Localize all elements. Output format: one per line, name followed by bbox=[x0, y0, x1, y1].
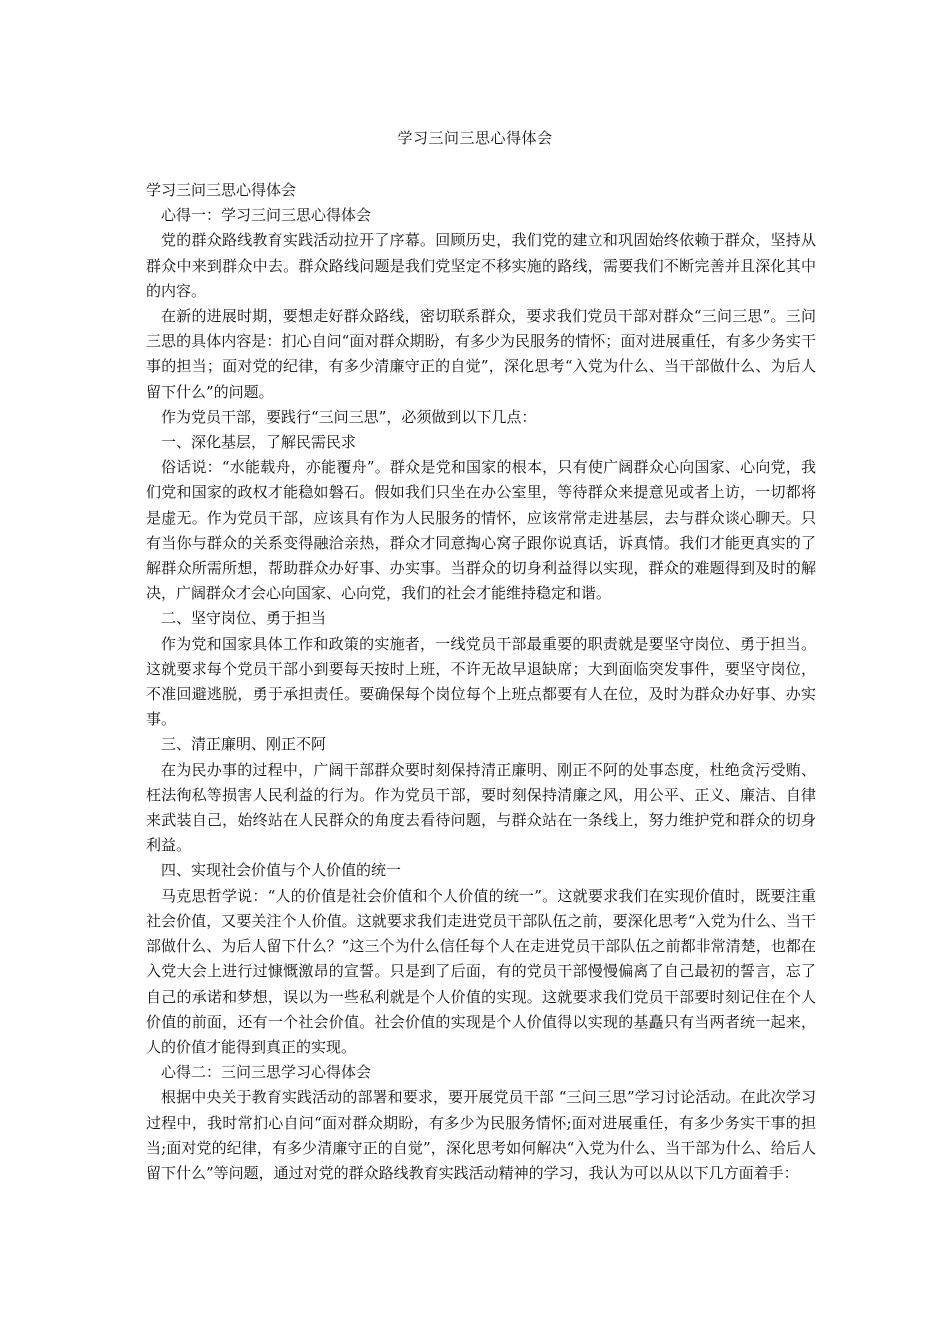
paragraph: 俗话说：“水能载舟，亦能覆舟”。群众是党和国家的根本，只有使广阔群众心向国家、心向党，我们党和国家的政权才能稳如磐石。假如我们只坐在办公室里，等待群众来提意见或者上访，一切都将是虚无。作为党员干部，应该具有作为人民服务的情怀，应该常常走进基层，去与群众谈心聊天。只有当你与群众的关系变得融洽亲热，群众才同意掏心窝子跟你说真话，诉真情。我们才能更真实的了解群众所需所想，帮助群众办好事、办实事。当群众的切身利益得以实现，群众的难题得到及时的解决，广阔群众才会心向国家、心向党，我们的社会才能维持稳定和谐。 bbox=[146, 458, 816, 603]
paragraph: 三、清正廉明、刚正不阿 bbox=[161, 735, 327, 754]
paragraph: 一、深化基层，了解民需民求 bbox=[161, 433, 357, 452]
paragraph: 学习三问三思心得体会 bbox=[146, 181, 297, 199]
document-body bbox=[146, 178, 816, 1186]
paragraph: 在为民办事的过程中，广阔干部群众要时刻保持清正廉明、刚正不阿的处事态度，杜绝贪污受贿、枉法徇私等损害人民利益的行为。作为党员干部，要时刻保持清廉之风，用公平、正义、廉洁、自律来武装自己，始终站在人民群众的角度去看待问题，与群众站在一条线上，努力维护党和群众的切身利益。 bbox=[146, 760, 816, 855]
paragraph: 作为党员干部，要践行“三问三思”，必须做到以下几点： bbox=[161, 407, 537, 426]
paragraph: 根据中央关于教育实践活动的部署和要求，要开展党员干部 “三问三思”学习讨论活动。在此次学习过程中，我时常扪心自问“面对群众期盼，有多少为民服务情怀;面对进展重任，有多少务实干事的担当;面对党的纪律，有多少清廉守正的自觉”，深化思考如何解决“入党为什么、当干部为什么、给后人留下什么”等问题，通过对党的群众路线教育实践活动精神的学习，我认为可以从以下几方面着手： bbox=[146, 1088, 816, 1182]
document-title: 学习三问三思心得体会 bbox=[397, 129, 553, 147]
paragraph: 马克思哲学说：“人的价值是社会价值和个人价值的统一”。这就要求我们在实现价值时，既要注重社会价值，又要关注个人价值。这就要求我们走进党员干部队伍之前，要深化思考“入党为什么、当干部做什么、为后人留下什么？”这三个为什么信任每个人在走进党员干部队伍之前都非常清楚，也都在入党大会上进行过慷慨激昂的宣誓。只是到了后面，有的党员干部慢慢偏离了自己最初的誓言，忘了自己的承诺和梦想，误以为一些私利就是个人价值的实现。这就要求我们党员干部要时刻记住在个人价值的前面，还有一个社会价值。社会价值的实现是个人价值得以实现的基矗只有当两者统一起来，人的价值才能得到真正的实现。 bbox=[146, 886, 816, 1056]
paragraph: 党的群众路线教育实践活动拉开了序幕。回顾历史，我们党的建立和巩固始终依赖于群众，坚持从群众中来到群众中去。群众路线问题是我们党坚定不移实施的路线，需要我们不断完善并且深化其中的内容。 bbox=[146, 231, 816, 300]
paragraph: 在新的进展时期，要想走好群众路线，密切联系群众，要求我们党员干部对群众“三问三思”。三问三思的具体内容是：扪心自问“面对群众期盼，有多少为民服务的情怀；面对进展重任，有多少务实干事的担当；面对党的纪律，有多少清廉守正的自觉”，深化思考“入党为什么、当干部做什么、为后人留下什么”的问题。 bbox=[146, 307, 816, 401]
paragraph: 作为党和国家具体工作和政策的实施者，一线党员干部最重要的职责就是要坚守岗位、勇于担当。这就要求每个党员干部小到要每天按时上班，不许无故早退缺席；大到面临突发事件，要坚守岗位，不准回避逃脱，勇于承担责任。要确保每个岗位每个上班点都要有人在位，及时为群众办好事、办实事。 bbox=[146, 634, 816, 729]
paragraph: 四、实现社会价值与个人价值的统一 bbox=[161, 861, 402, 880]
paragraph: 心得二：三问三思学习心得体会 bbox=[161, 1063, 372, 1082]
paragraph: 二、坚守岗位、勇于担当 bbox=[161, 609, 327, 628]
paragraph: 心得一：学习三问三思心得体会 bbox=[161, 206, 372, 225]
